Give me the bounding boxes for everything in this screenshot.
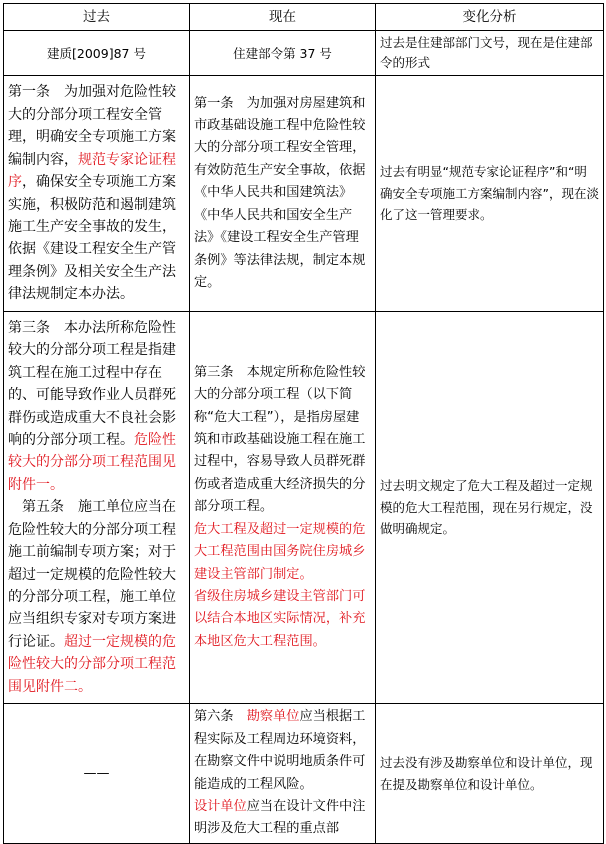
past-article-one-text-a: 第一条 为加强对危险性较大的分部分项工程安全管理，明确安全专项施工方案编制内容， bbox=[8, 84, 176, 168]
past-article-six-empty: —— bbox=[4, 704, 190, 844]
now-article-one: 第一条 为加强对房屋建筑和市政基础设施工程中危险性较大的分部分项工程安全管理，有效防范生产安全事故，依据《中华人民共和国建筑法》《中华人民共和国安全生产法》《建设工程安全生产管理条例》等法律法规，制定本规定。 bbox=[190, 76, 376, 312]
now-scope-highlight-two: 省级住房城乡建设主管部门可以结合本地区实际情况，补充本地区危大工程范围。 bbox=[194, 588, 366, 649]
article-three-row bbox=[4, 312, 604, 704]
doc-number-row bbox=[4, 31, 604, 76]
now-article-three bbox=[190, 312, 376, 704]
comparison-table bbox=[3, 3, 604, 844]
article-six-row bbox=[4, 704, 604, 844]
article-one-row bbox=[4, 76, 604, 312]
now-article-six bbox=[190, 704, 376, 844]
now-scope-highlight-one: 危大工程及超过一定规模的危大工程范围由国务院住房城乡建设主管部门制定。 bbox=[194, 521, 366, 582]
now-article-three-text: 第三条 本规定所称危险性较大的分部分项工程（以下简称“危大工程”），是指房屋建筑和市政基础设施工程在施工过程中，容易导致人员群死群伤或者造成重大经济损失的分部分项工程。 bbox=[194, 364, 366, 515]
past-annex-one-highlight: 危险性较大的分部分项工程范围见附件一。 bbox=[8, 432, 176, 493]
article-one-analysis: 过去有明显“规范专家论证程序”和“明确安全专项施工方案编制内容”，现在淡化了这一管理要求。 bbox=[376, 76, 604, 312]
now-survey-unit-highlight: 勘察单位 bbox=[246, 709, 300, 725]
now-design-unit-highlight: 设计单位 bbox=[194, 798, 247, 814]
now-doc-number: 住建部令第 37 号 bbox=[190, 31, 376, 76]
header-now: 现在 bbox=[190, 4, 376, 31]
past-article-three-five bbox=[4, 312, 190, 704]
header-past: 过去 bbox=[4, 4, 190, 31]
article-six-analysis: 过去没有涉及勘察单位和设计单位，现在提及勘察单位和设计单位。 bbox=[376, 704, 604, 844]
past-article-three-text: 第三条 本办法所称危险性较大的分部分项工程是指建筑工程在施工过程中存在的、可能导致作业人员群死群伤或造成重大不良社会影响的分部分项工程。 bbox=[8, 320, 176, 449]
doc-number-analysis: 过去是住建部部门文号，现在是住建部令的形式 bbox=[376, 31, 604, 76]
past-annex-two-highlight: 超过一定规模的危险性较大的分部分项工程范围见附件二。 bbox=[8, 633, 176, 695]
past-doc-number: 建质[2009]87 号 bbox=[4, 31, 190, 76]
now-article-six-text-c: 应当在设计文件中注明涉及危大工程的重点部 bbox=[194, 798, 366, 837]
now-article-six-text-b: 应当根据工程实际及工程周边环境资料，在勘察文件中说明地质条件可能造成的工程风险。 bbox=[194, 709, 366, 792]
past-article-one bbox=[4, 76, 190, 312]
now-article-six-label: 第六条 bbox=[194, 709, 247, 725]
header-analysis: 变化分析 bbox=[376, 4, 604, 31]
past-article-one-text-b: ，确保安全专项施工方案实施，积极防范和遏制建筑施工生产安全事故的发生，依据《建设工程安全生产管理条例》及相关安全生产法律法规制定本办法。 bbox=[8, 174, 176, 303]
past-article-one-highlight: 规范专家论证程序 bbox=[8, 151, 176, 191]
past-article-five-text: 第五条 施工单位应当在危险性较大的分部分项工程施工前编制专项方案；对于超过一定规模的危险性较大的分部分项工程，施工单位应当组织专家对专项方案进行论证。 bbox=[8, 499, 176, 650]
article-three-analysis: 过去明文规定了危大工程及超过一定规模的危大工程范围，现在另行规定，没做明确规定。 bbox=[376, 312, 604, 704]
header-row bbox=[4, 4, 604, 31]
